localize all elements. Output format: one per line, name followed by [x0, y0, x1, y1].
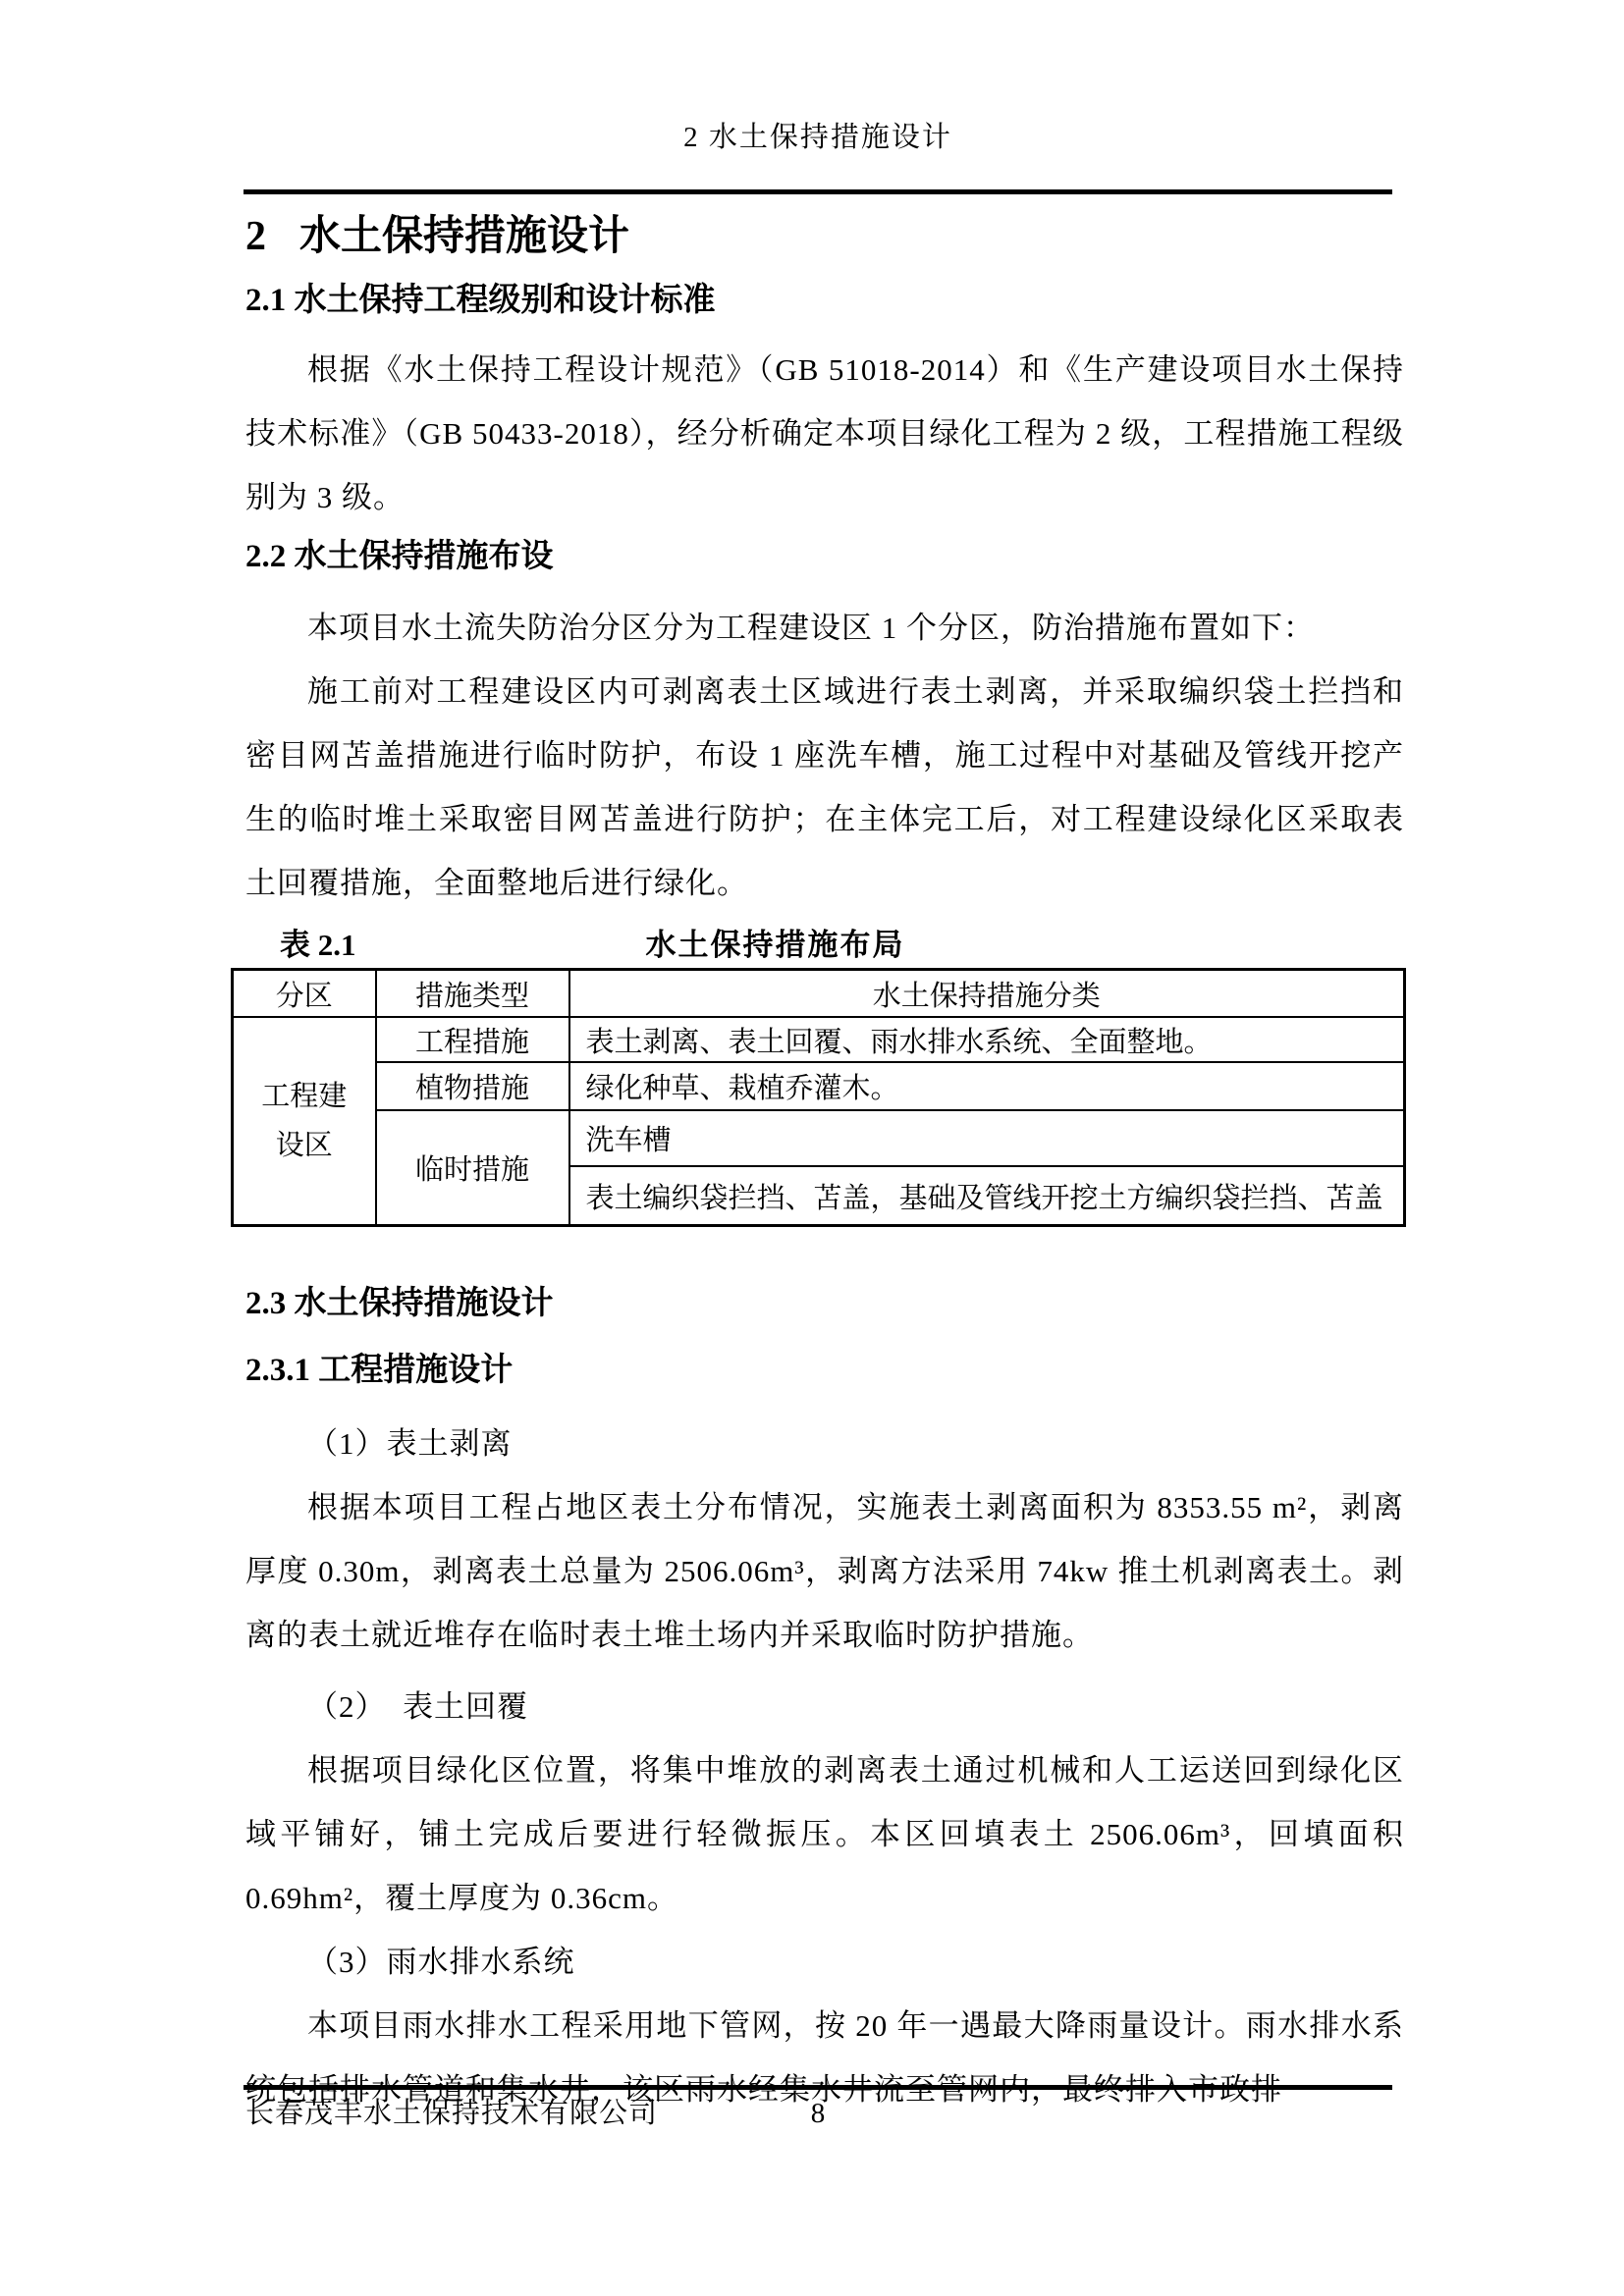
- table-caption-label: 表 2.1: [280, 928, 356, 962]
- header-cell-measure-class: 水土保持措施分类: [569, 970, 1405, 1018]
- measure-content-cell: 表土编织袋拦挡、苫盖，基础及管线开挖土方编织袋拦挡、苫盖: [569, 1166, 1405, 1226]
- paragraph-2-2-1: 本项目水土流失防治分区分为工程建设区 1 个分区，防治措施布置如下：: [307, 611, 1315, 645]
- measures-table: [231, 968, 1406, 1227]
- item-title-rainwater-drainage: （3）雨水排水系统: [307, 1945, 575, 1979]
- page-content: [245, 208, 1404, 2121]
- table-caption: [245, 923, 1404, 968]
- footer-company: 长春茂丰水土保持技术有限公司: [245, 2098, 659, 2129]
- measure-type-cell: 临时措施: [376, 1110, 569, 1226]
- measure-content-cell: 表土剥离、表土回覆、雨水排水系统、全面整地。: [569, 1017, 1405, 1062]
- section-heading-2-3: 2.3 水土保持措施设计: [245, 1286, 554, 1321]
- page-header: [244, 0, 1392, 194]
- footer-page-number: 8: [810, 2098, 826, 2129]
- zone-cell: 工程建设区: [233, 1017, 376, 1226]
- header-cell-zone: 分区: [233, 970, 376, 1018]
- item-title-topsoil-return: （2） 表土回覆: [307, 1689, 528, 1724]
- chapter-title-text: 水土保持措施设计: [299, 214, 630, 259]
- table-header-row: [233, 970, 1405, 1018]
- measure-type-cell: 工程措施: [376, 1017, 569, 1062]
- item-title-topsoil-stripping: （1）表土剥离: [307, 1426, 513, 1461]
- table-caption-title: 水土保持措施布局: [645, 928, 905, 962]
- table-row-engineering: [233, 1017, 1405, 1062]
- paragraph-rainwater-drainage: 本项目雨水排水工程采用地下管网，按 20 年一遇最大降雨量设计。雨水排水系统包括排水管道和集水井，该区雨水经集水井流至管网内，最终排入市政排: [245, 2008, 1404, 2107]
- section-heading-2-2: 2.2 水土保持措施布设: [245, 539, 554, 574]
- chapter-title: [245, 208, 1404, 265]
- page-footer: [244, 2085, 1392, 2131]
- paragraph-topsoil-stripping: 根据本项目工程占地区表土分布情况，实施表土剥离面积为 8353.55 m²，剥离厚度 0.30m，剥离表土总量为 2506.06m³，剥离方法采用 74kw 推土机剥离表土。剥离的表土就近堆存在临时表土堆土场内并采取临时防护措施。: [245, 1490, 1404, 1652]
- section-heading-2-3-1: 2.3.1 工程措施设计: [245, 1353, 514, 1388]
- running-header-text: 2 水土保持措施设计: [683, 122, 952, 153]
- header-cell-measure-type: 措施类型: [376, 970, 569, 1018]
- paragraph-2-1-1: 根据《水土保持工程设计规范》（GB 51018-2014）和《生产建设项目水土保持技术标准》（GB 50433-2018），经分析确定本项目绿化工程为 2 级，工程措施工程级别为 3 级。: [245, 352, 1404, 514]
- paragraph-2-2-2: 施工前对工程建设区内可剥离表土区域进行表土剥离，并采取编织袋土拦挡和密目网苫盖措施进行临时防护，布设 1 座洗车槽，施工过程中对基础及管线开挖产生的临时堆土采取密目网苫盖进行防护；在主体完工后，对工程建设绿化区采取表土回覆措施，全面整地后进行绿化。: [245, 674, 1404, 900]
- section-heading-2-1: 2.1 水土保持工程级别和设计标准: [245, 283, 716, 318]
- measure-content-cell: 绿化种草、栽植乔灌木。: [569, 1062, 1405, 1110]
- table-row-temporary-1: [233, 1110, 1405, 1166]
- footer-row: [244, 2090, 1392, 2131]
- paragraph-topsoil-return: 根据项目绿化区位置，将集中堆放的剥离表土通过机械和人工运送回到绿化区域平铺好，铺土完成后要进行轻微振压。本区回填表土 2506.06m³，回填面积 0.69hm²，覆土厚度为 0.36cm。: [245, 1753, 1404, 1915]
- measure-type-cell: 植物措施: [376, 1062, 569, 1110]
- chapter-number: 2: [245, 214, 266, 259]
- table-row-vegetation: [233, 1062, 1405, 1110]
- measure-content-cell: 洗车槽: [569, 1110, 1405, 1166]
